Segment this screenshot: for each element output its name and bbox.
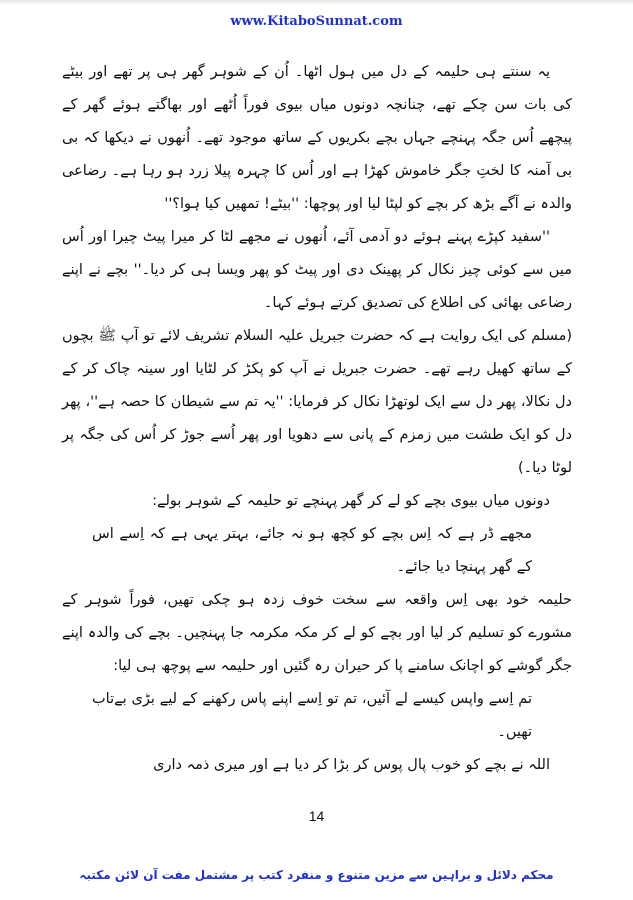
paragraph-2: ''سفید کپڑے پہنے ہوئے دو آدمی آئے، اُنھوں نے مجھے لٹا کر میرا پیٹ چیرا اور اُس میں سے کوئی چیز نکال کر پھینک دی اور پیٹ کو پھر ویسا ہی کر دیا۔'' بچے نے اپنے رضاعی بھائی کی اطلاع کی تصدیق کرتے ہوئے کہا۔ xyxy=(62,229,572,311)
paragraph-4: دونوں میاں بیوی بچے کو لے کر گھر پہنچے تو حلیمہ کے شوہر بولے: xyxy=(152,493,550,509)
page-number: 14 xyxy=(308,808,325,824)
page-body xyxy=(62,56,572,782)
paragraph-6: اللہ نے بچے کو خوب پال پوس کر بڑا کر دیا ہے اور میری ذمہ داری xyxy=(153,757,550,773)
paragraph-3: (مسلم کی ایک روایت ہے کہ حضرت جبریل علیہ السلام تشریف لائے تو آپ ﷺ بچوں کے ساتھ کھیل رہے تھے۔ حضرت جبریل نے آپ کو پکڑ کر لٹایا اور سینہ چاک کر کے دل نکالا، پھر دل سے ایک لوتھڑا نکال کر فرمایا: ''یہ تم سے شیطان کا حصہ ہے''، پھر دل کو ایک طشت میں زمزم کے پانی سے دھویا اور پھر اُسے جوڑ کر اُس کی جگہ پر لوٹا دیا۔) xyxy=(62,328,572,476)
paragraph-1: یہ سنتے ہی حلیمہ کے دل میں ہول اٹھا۔ اُن کے شوہر گھر ہی پر تھے اور بیٹے کی بات سن چکے تھے، چنانچہ دونوں میاں بیوی فوراً اُٹھے اور بھاگتے ہوئے گھر کے پیچھے اُس جگہ پہنچے جہاں بچے بکریوں کے ساتھ موجود تھے۔ اُنھوں نے دیکھا کہ بی بی آمنہ کا لختِ جگر خاموش کھڑا ہے اور اُس کا چہرہ پیلا زرد ہو رہا ہے۔ رضاعی والدہ نے آگے بڑھ کر بچے کو لپٹا لیا اور پوچھا: ''بیٹے! تمھیں کیا ہوا؟'' xyxy=(62,64,572,212)
site-url-header[interactable]: www.KitaboSunnat.com xyxy=(230,14,403,29)
page-top-edge xyxy=(0,0,633,5)
quote-2: تم اِسے واپس کیسے لے آئیں، تم تو اِسے اپنے پاس رکھنے کے لیے بڑی بےتاب تھیں۔ xyxy=(92,691,532,740)
quote-1: مجھے ڈر ہے کہ اِس بچے کو کچھ ہو نہ جائے، بہتر یہی ہے کہ اِسے اس کے گھر پہنچا دیا جائے۔ xyxy=(92,526,532,575)
footer-library-tagline: محکم دلائل و براہین سے مزین متنوع و منفرد کتب پر مشتمل مفت آن لائن مکتبہ xyxy=(79,868,554,882)
paragraph-5: حلیمہ خود بھی اِس واقعہ سے سخت خوف زدہ ہو چکی تھیں، فوراً شوہر کے مشورے کو تسلیم کر لیا اور بچے کو لے کر مکہ مکرمہ جا پہنچیں۔ بچے کی والدہ اپنے جگر گوشے کو اچانک سامنے پا کر حیران رہ گئیں اور حلیمہ سے پوچھ ہی لیا: xyxy=(62,592,572,674)
